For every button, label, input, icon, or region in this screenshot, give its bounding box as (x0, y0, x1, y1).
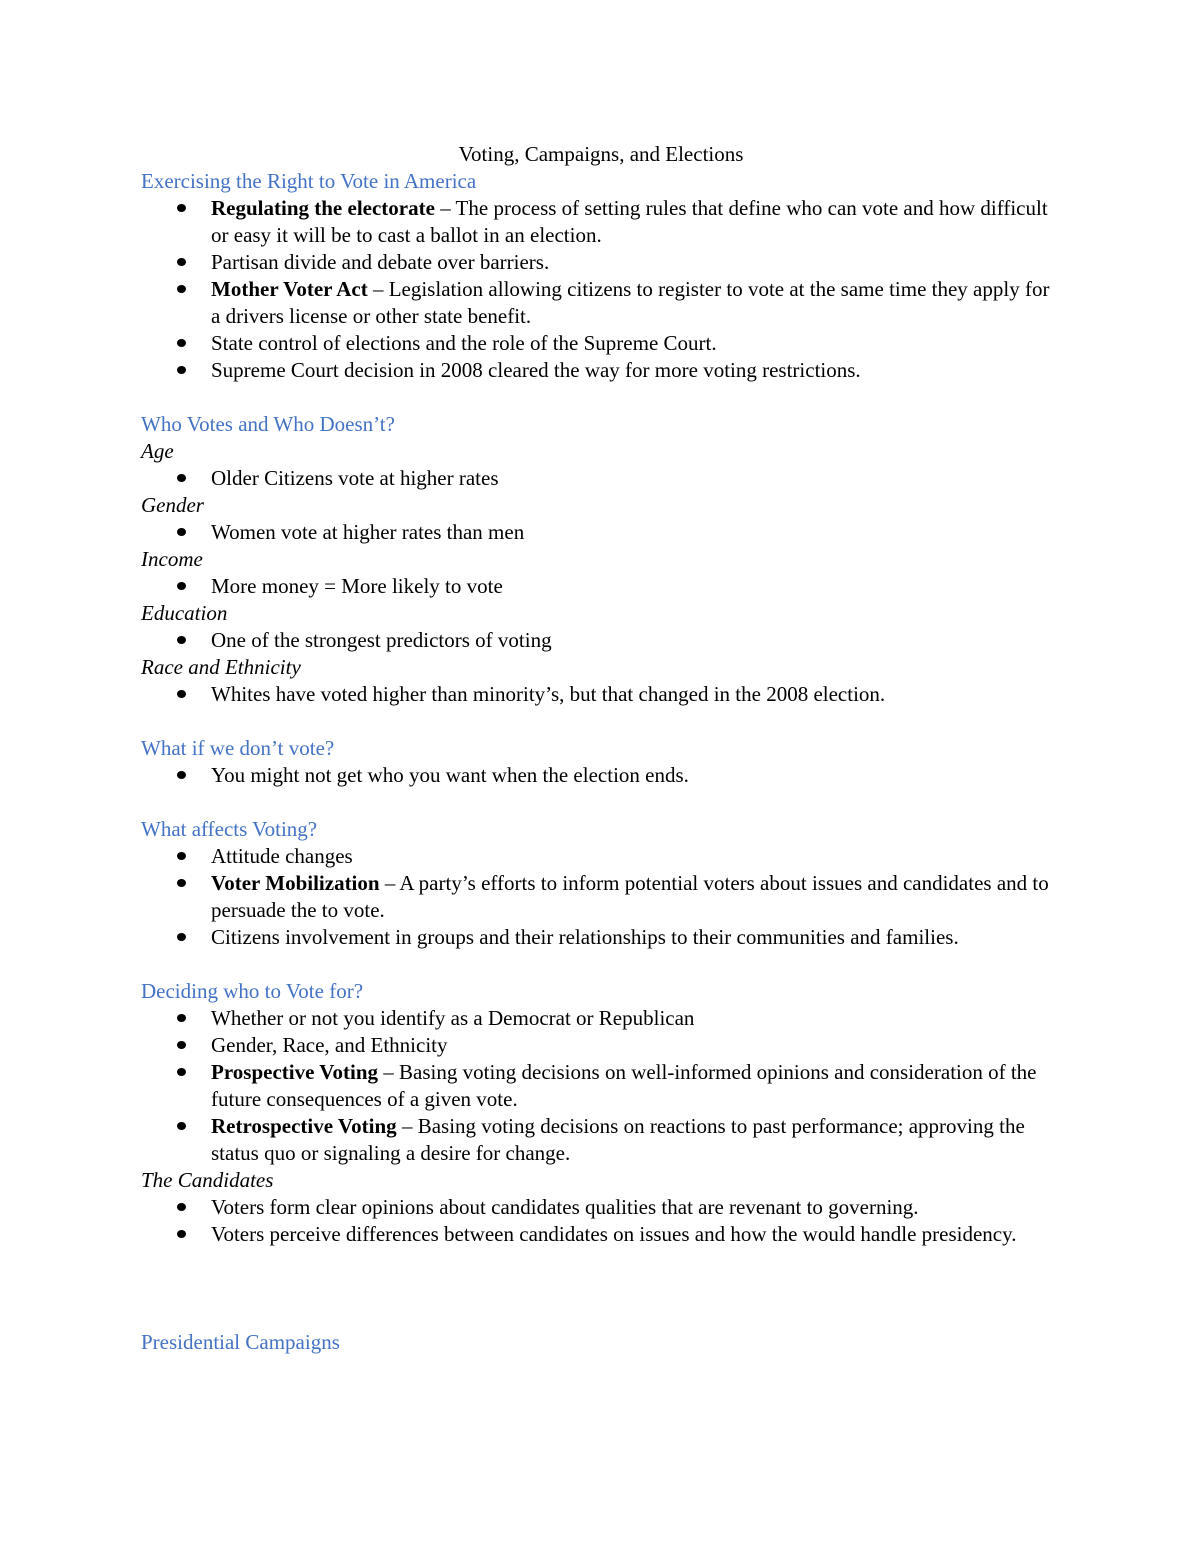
item-text: State control of elections and the role of the Supreme Court. (211, 331, 717, 355)
item-text: You might not get who you want when the election ends. (211, 763, 689, 787)
list-gender (141, 519, 1061, 546)
bullet-icon (177, 474, 186, 482)
list-item (141, 357, 1061, 384)
bullet-icon (177, 690, 186, 698)
list-item (141, 924, 1061, 951)
item-text: One of the strongest predictors of voting (211, 628, 552, 652)
spacer (141, 384, 1061, 411)
heading-what-affects: What affects Voting? (141, 817, 318, 841)
bullet-icon (177, 582, 186, 590)
list-item (141, 249, 1061, 276)
bullet-icon (177, 1122, 186, 1130)
list-exercising (141, 195, 1061, 384)
item-text: Women vote at higher rates than men (211, 520, 525, 544)
bullet-icon (177, 1014, 186, 1022)
list-item (141, 519, 1061, 546)
list-item (141, 1194, 1061, 1221)
list-income (141, 573, 1061, 600)
list-education (141, 627, 1061, 654)
item-text: Whether or not you identify as a Democrat or Republican (211, 1006, 695, 1030)
list-item (141, 843, 1061, 870)
subhead-gender: Gender (141, 493, 204, 517)
bullet-icon (177, 366, 186, 374)
bullet-icon (177, 258, 186, 266)
bullet-icon (177, 852, 186, 860)
list-item (141, 681, 1061, 708)
term: Retrospective Voting (211, 1114, 397, 1138)
list-item (141, 762, 1061, 789)
list-item (141, 276, 1061, 330)
heading-who-votes: Who Votes and Who Doesn’t? (141, 412, 395, 436)
definition: – The process of setting rules that define who can vote and how difficult or easy it will be to cast a ballot in an election. (211, 196, 1048, 247)
list-item (141, 1005, 1061, 1032)
item-text: Supreme Court decision in 2008 cleared the way for more voting restrictions. (211, 358, 861, 382)
definition: – A party’s efforts to inform potential voters about issues and candidates and to persuade the to vote. (211, 871, 1049, 922)
subhead-education: Education (141, 601, 228, 625)
list-what-if (141, 762, 1061, 789)
spacer (141, 789, 1061, 816)
list-item (141, 465, 1061, 492)
list-item (141, 870, 1061, 924)
definition: – Legislation allowing citizens to register to vote at the same time they apply for a drivers license or other state benefit. (211, 277, 1050, 328)
bullet-icon (177, 636, 186, 644)
bullet-icon (177, 933, 186, 941)
item-text: Gender, Race, and Ethnicity (211, 1033, 448, 1057)
subhead-income: Income (141, 547, 203, 571)
item-text: Voters form clear opinions about candidates qualities that are revenant to governing. (211, 1195, 919, 1219)
bullet-icon (177, 339, 186, 347)
definition: – Basing voting decisions on reactions to past performance; approving the status quo or signaling a desire for change. (211, 1114, 1025, 1165)
list-item (141, 1059, 1061, 1113)
heading-exercising: Exercising the Right to Vote in America (141, 169, 477, 193)
definition: – Basing voting decisions on well-informed opinions and consideration of the future consequences of a given vote. (211, 1060, 1037, 1111)
bullet-icon (177, 771, 186, 779)
list-item (141, 195, 1061, 249)
item-text: Attitude changes (211, 844, 353, 868)
list-item (141, 1221, 1061, 1248)
heading-presidential: Presidential Campaigns (141, 1330, 340, 1354)
list-candidates (141, 1194, 1061, 1248)
spacer (141, 951, 1061, 978)
term: Regulating the electorate (211, 196, 435, 220)
list-deciding (141, 1005, 1061, 1167)
list-item (141, 1113, 1061, 1167)
subhead-candidates: The Candidates (141, 1168, 274, 1192)
list-what-affects (141, 843, 1061, 951)
term: Mother Voter Act (211, 277, 368, 301)
list-item (141, 573, 1061, 600)
bullet-icon (177, 1203, 186, 1211)
bullet-icon (177, 204, 186, 212)
list-item (141, 1032, 1061, 1059)
term: Prospective Voting (211, 1060, 379, 1084)
item-text: More money = More likely to vote (211, 574, 503, 598)
term: Voter Mobilization (211, 871, 380, 895)
item-text: Older Citizens vote at higher rates (211, 466, 499, 490)
item-text: Citizens involvement in groups and their relationships to their communities and families. (211, 925, 959, 949)
bullet-icon (177, 1041, 186, 1049)
item-text: Whites have voted higher than minority’s, but that changed in the 2008 election. (211, 682, 886, 706)
list-age (141, 465, 1061, 492)
heading-deciding: Deciding who to Vote for? (141, 979, 364, 1003)
subhead-age: Age (141, 439, 174, 463)
item-text: Voters perceive differences between candidates on issues and how the would handle presidency. (211, 1222, 1017, 1246)
list-item (141, 330, 1061, 357)
subhead-race-ethnicity: Race and Ethnicity (141, 655, 301, 679)
bullet-icon (177, 1230, 186, 1238)
bullet-icon (177, 1068, 186, 1076)
bullet-icon (177, 285, 186, 293)
list-race-ethnicity (141, 681, 1061, 708)
bullet-icon (177, 879, 186, 887)
list-item (141, 627, 1061, 654)
heading-what-if: What if we don’t vote? (141, 736, 335, 760)
document-page (141, 141, 1061, 1356)
bullet-icon (177, 528, 186, 536)
item-text: Partisan divide and debate over barriers. (211, 250, 550, 274)
document-title: Voting, Campaigns, and Elections (458, 142, 744, 166)
spacer (141, 708, 1061, 735)
spacer (141, 1248, 1061, 1329)
